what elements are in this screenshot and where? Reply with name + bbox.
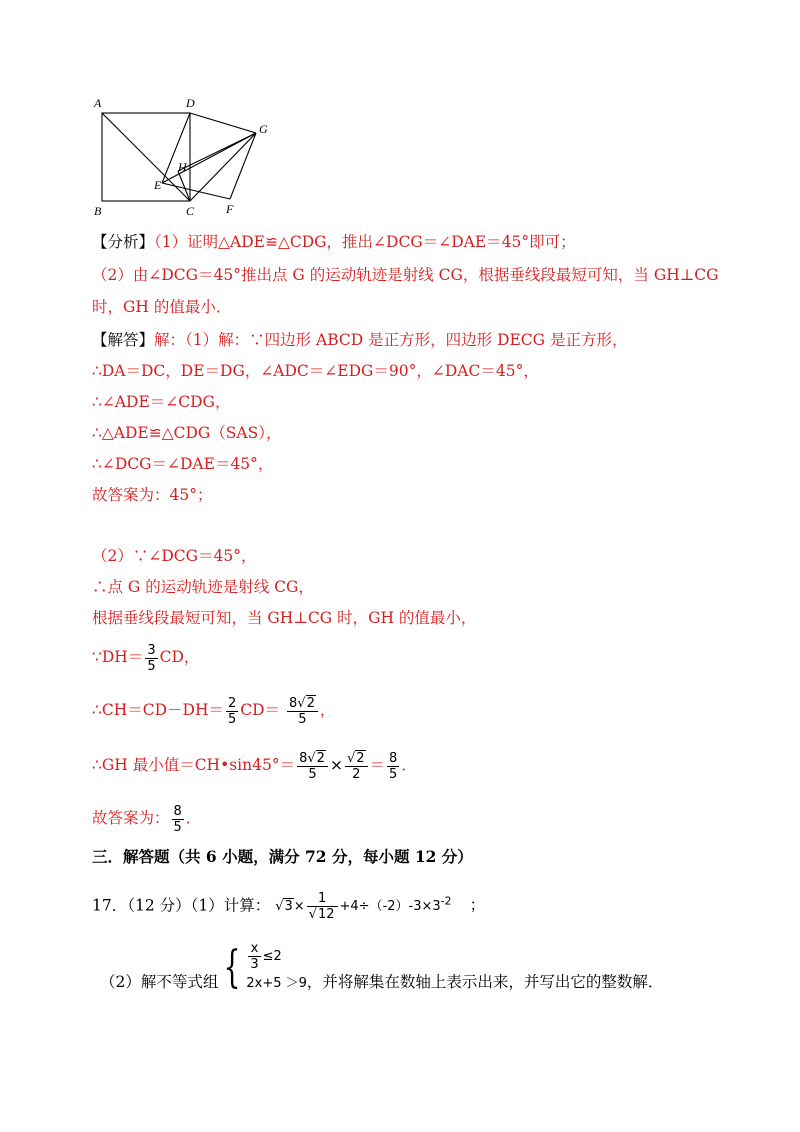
gh-fraction-1: $\frac{8√2}{5}$ xyxy=(297,751,328,782)
label-d: D xyxy=(186,96,195,110)
label-f: F xyxy=(226,202,234,216)
part2-line-2: ∴点 G 的运动轨迹是射线 CG， xyxy=(92,578,314,596)
q17-expression: √3× $\frac{1}{√12}$ $+4\div(-2)-3\times 3^{-2}$ xyxy=(275,891,452,923)
solution-line-5: ∴∠DCG＝∠DAE＝45°， xyxy=(92,455,274,473)
solution-line-2: ∴DA＝DC，DE＝DG，∠ADC＝∠EDG＝90°，∠DAC＝45°， xyxy=(92,362,539,380)
q17-line-1: 17．（12 分）（1）计算： √3× $\frac{1}{√12}$ $+4\div(-2)-3\times 3^{-2}$ ； xyxy=(92,891,486,923)
analysis-line-1: 【分析】（1）证明△ADE≌△CDG，推出∠DCG＝∠DAE＝45°即可； xyxy=(92,233,576,251)
q17-fraction: $\frac{1}{√12}$ xyxy=(307,891,338,922)
solution-line-4: ∴△ADE≌△CDG（SAS）， xyxy=(92,424,282,442)
final-fraction: $\frac{8}{5}$ xyxy=(173,803,182,835)
solution-tag: 【解答】 xyxy=(92,331,155,349)
ch-fraction: $\frac{2}{5}$ xyxy=(227,695,237,727)
geometry-figure xyxy=(90,95,290,220)
final-answer-line: 故答案为： $\frac{8}{5}$ ． xyxy=(92,803,202,835)
dh-fraction: $\frac{3}{5}$ xyxy=(147,642,156,674)
label-h: H xyxy=(178,160,187,174)
gh-result-fraction: $\frac{8}{5}$ xyxy=(389,750,398,782)
analysis-line-3: 时，GH 的值最小． xyxy=(92,298,232,316)
label-g: G xyxy=(259,122,268,136)
label-a: A xyxy=(94,96,102,110)
label-c: C xyxy=(186,204,195,218)
inequality-system: $\frac{x}{3}$ ≤2 2x+5 ＞9 xyxy=(246,940,307,991)
gh-fraction-2: $\frac{√2}{2}$ xyxy=(345,751,368,782)
solution-line-6: 故答案为：45°； xyxy=(92,486,213,504)
ch-result-fraction: $\frac{8√2}{5}$ xyxy=(287,696,318,727)
part2-line-1: （2）∵∠DCG＝45°， xyxy=(92,547,257,565)
part2-line-3: 根据垂线段最短可知，当 GH⊥CG 时，GH 的值最小， xyxy=(92,609,477,627)
analysis-line-2: （2）由∠DCG＝45°推出点 G 的运动轨迹是射线 CG，根据垂线段最短可知，当 GH⊥CG xyxy=(92,266,719,284)
ch-line: ∴CH＝CD－DH＝ $\frac{2}{5}$ CD＝ $\frac{8√2}{5}$ ， xyxy=(92,695,336,727)
section-title: 三．解答题（共 6 小题，满分 72 分，每小题 12 分） xyxy=(92,847,473,866)
dh-line: ∵DH＝ $\frac{3}{5}$ CD， xyxy=(92,642,200,674)
label-e: E xyxy=(154,178,162,192)
analysis-tag: 【分析】 xyxy=(92,233,155,251)
solution-line-1: 【解答】解：（1）解：∵四边形 ABCD 是正方形，四边形 DECG 是正方形， xyxy=(92,331,628,349)
solution-line-3: ∴∠ADE＝∠CDG， xyxy=(92,393,231,411)
q17-line-2: （2）解不等式组 { $\frac{x}{3}$ ≤2 2x+5 ＞9 ，并将解集在数轴上表示出来，并写出它的整数解． xyxy=(100,935,663,999)
gh-line: ∴GH 最小值＝CH•sin45°＝ $\frac{8√2}{5}$ × $\frac{√2}{2}$ ＝ $\frac{8}{5}$ ． xyxy=(92,750,417,782)
label-b: B xyxy=(94,204,102,218)
